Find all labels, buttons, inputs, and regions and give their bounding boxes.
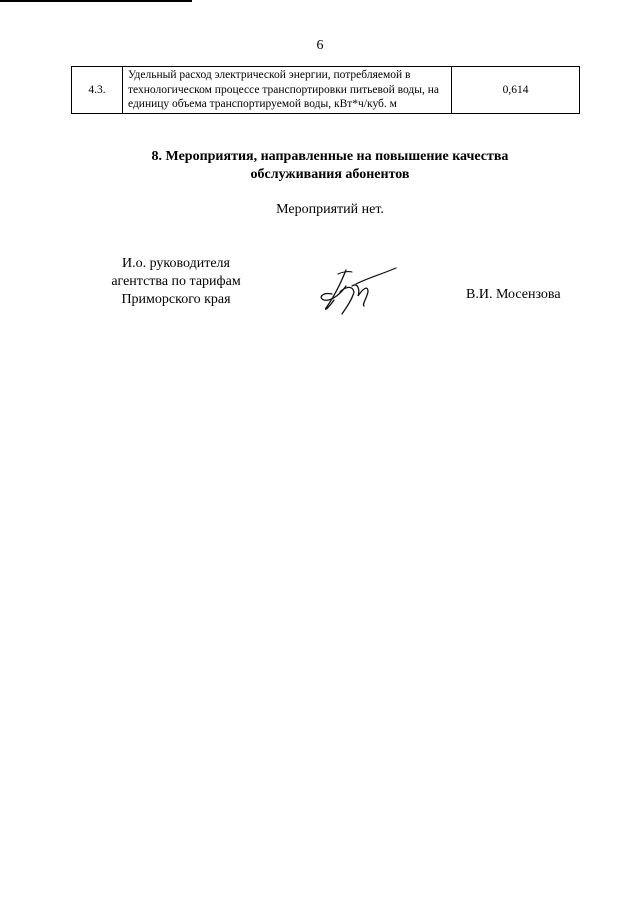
section-heading-line-1: 8. Мероприятия, направленные на повышение качества: [151, 149, 509, 164]
row-number-cell: 4.3.: [72, 67, 123, 114]
section-heading: [0, 148, 640, 184]
signer-title-line-1: И.о. руководителя: [121, 256, 230, 271]
row-value-cell: 0,614: [452, 67, 580, 114]
section-heading-line-2: обслуживания абонентов: [250, 167, 410, 182]
indicator-table: [71, 66, 580, 114]
row-description-cell: Удельный расход электрической энергии, потребляемой в технологическом процессе транспортировки питьевой воды, на единицу объема транспортируемой воды, кВт*ч/куб. м: [123, 67, 452, 114]
table-row: [72, 67, 580, 114]
page-number: 6: [316, 38, 324, 53]
section-body-text: Мероприятий нет.: [276, 202, 384, 217]
signer-name: В.И. Мосензова: [466, 287, 561, 302]
signer-title-line-2: агентства по тарифам: [111, 274, 241, 289]
signer-title: [86, 255, 266, 309]
handwritten-signature-icon: [312, 262, 402, 318]
signer-title-line-3: Приморского края: [121, 292, 231, 307]
top-rule: [0, 0, 192, 2]
